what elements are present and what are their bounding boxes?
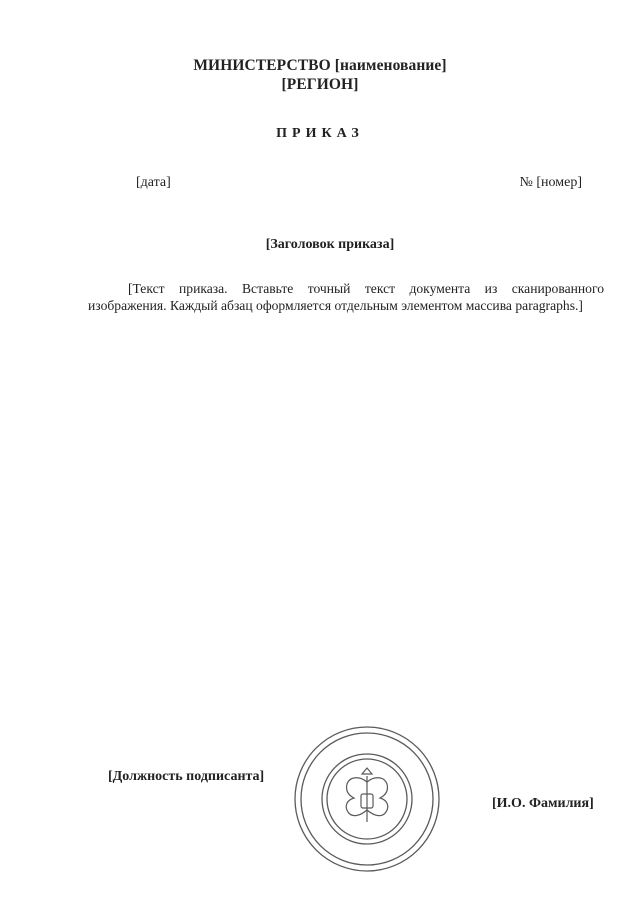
signature-position-line-1: [Должность подписанта]: [108, 769, 265, 784]
coat-of-arms-icon: [346, 768, 388, 822]
document-number: № [номер]: [519, 175, 582, 190]
signature-name: [И.О. Фамилия]: [492, 796, 594, 811]
header-line-2: [РЕГИОН]: [281, 76, 359, 93]
signature-position: [108, 768, 264, 786]
body-paragraph: [Текст приказа. Вставьте точный текст документа из сканированного изображения. Каждый абзац оформляется отдельным элементом массива paragraphs.]: [88, 281, 604, 314]
document-body: [88, 280, 604, 315]
document-date: [дата]: [136, 175, 171, 190]
document-subject: [Заголовок приказа]: [265, 237, 395, 252]
document-type: ПРИКАЗ: [276, 126, 364, 141]
document-header: [0, 56, 640, 94]
header-line-1: МИНИСТЕРСТВО [наименование]: [193, 57, 447, 74]
official-seal: [292, 724, 442, 874]
